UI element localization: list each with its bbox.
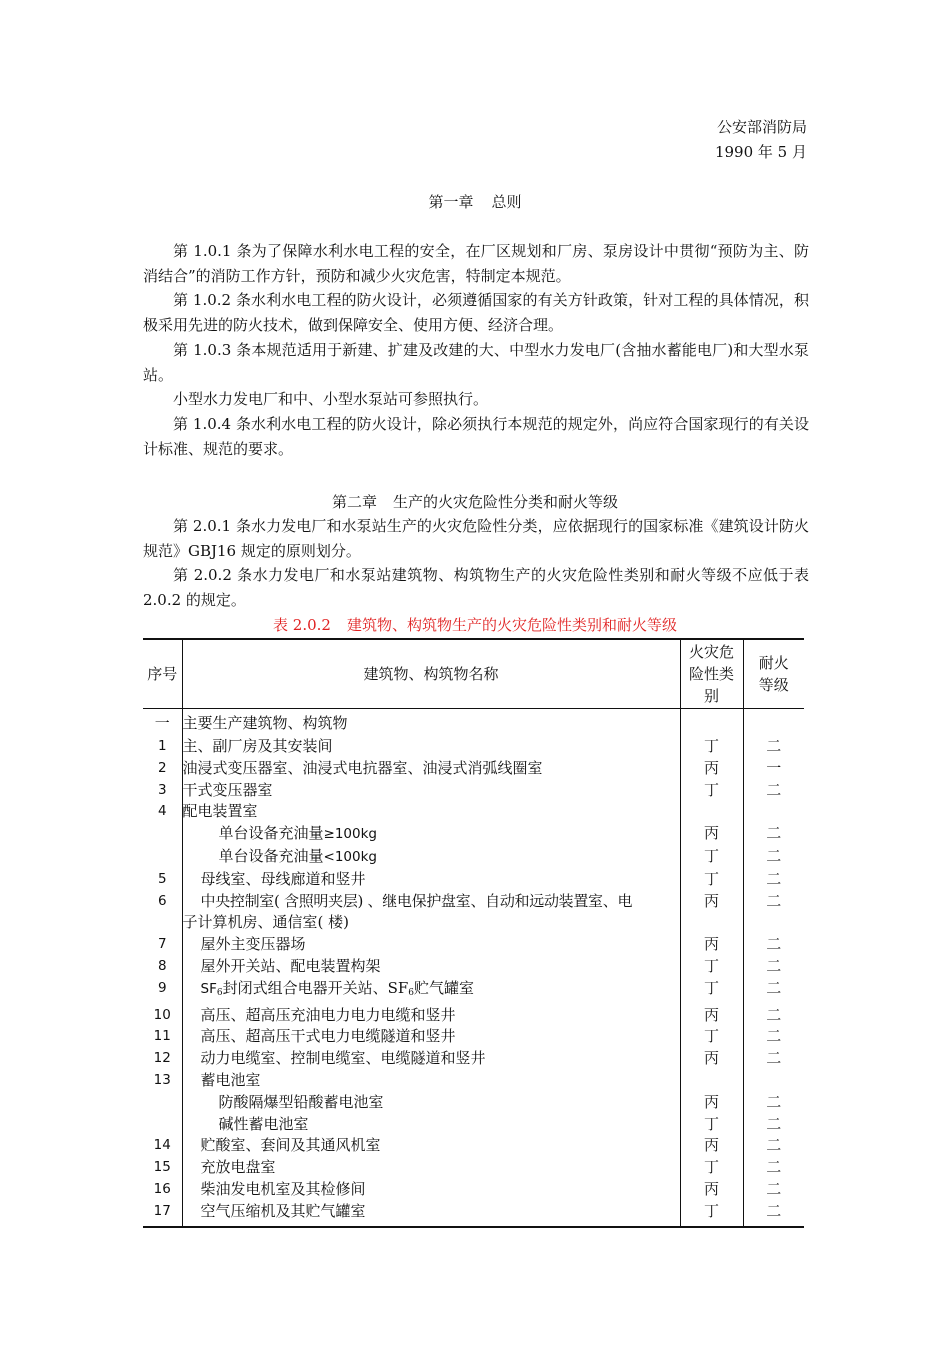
row-name: 动力电缆室、控制电缆室、电缆隧道和竖井 [182, 1048, 680, 1070]
row-name [182, 891, 680, 935]
row-category [680, 1070, 743, 1092]
article-1-0-4: 第 1.0.4 条水利水电工程的防火设计，除必须执行本规范的规定外，尚应符合国家现行的有关设计标准、规范的要求。 [143, 414, 809, 458]
row-no: 12 [153, 1050, 171, 1067]
table-row [143, 846, 804, 869]
row-no: 11 [153, 1028, 171, 1045]
row-name: 干式变压器室 [182, 780, 680, 802]
row-grade: 二 [743, 780, 804, 802]
article-1-0-3: 第 1.0.3 条本规范适用于新建、扩建及改建的大、中型水力发电厂(含抽水蓄能电厂)和大型水泵站。 [143, 340, 809, 384]
row-category: 丙 [680, 758, 743, 780]
row-name-line-2: 子计算机房、通信室( 楼) [182, 913, 349, 932]
table-row [143, 1092, 804, 1114]
row-category [680, 801, 743, 823]
table-row [143, 1026, 804, 1048]
table-row [143, 1114, 804, 1136]
table-row [143, 708, 804, 736]
row-no [143, 823, 182, 846]
table-caption-title: 建筑物、构筑物生产的火灾危险性类别和耐火等级 [346, 616, 677, 634]
table-row [143, 934, 804, 956]
row-category: 丙 [680, 1005, 743, 1027]
row-name: 主要生产建筑物、构筑物 [182, 708, 680, 736]
signature-org: 公安部消防局 [716, 118, 807, 136]
row-name-text: 封闭式组合电器开关站、SF [222, 978, 409, 997]
chapter-1-number: 第一章 [428, 193, 474, 211]
row-name-line-1: 中央控制室( 含照明夹层) 、继电保护盘室、自动和远动装置室、电 [200, 891, 633, 910]
table-row [143, 758, 804, 780]
header-no: 序号 [147, 664, 178, 683]
table-row [143, 736, 804, 758]
row-no: 2 [157, 759, 167, 776]
row-category: 丁 [680, 869, 743, 891]
row-name: 主、副厂房及其安装间 [182, 736, 680, 758]
row-category: 丙 [680, 1135, 743, 1157]
row-category: 丙 [680, 1179, 743, 1201]
row-name-threshold: <100kg [323, 848, 377, 865]
row-no: 10 [153, 1006, 171, 1023]
row-grade [743, 708, 804, 736]
row-name: 屋外主变压器场 [182, 934, 680, 956]
row-category [680, 708, 743, 736]
row-grade: 二 [743, 1179, 804, 1201]
header-name: 建筑物、构筑物名称 [182, 639, 680, 708]
row-grade: 二 [743, 869, 804, 891]
row-no: 13 [153, 1071, 171, 1088]
row-name-text: 单台设备充油量 [218, 824, 324, 843]
row-grade: 二 [743, 1092, 804, 1114]
row-category: 丙 [680, 891, 743, 935]
row-category: 丁 [680, 780, 743, 802]
row-name: 蓄电池室 [182, 1070, 680, 1092]
table-row [143, 1005, 804, 1027]
row-category: 丁 [680, 978, 743, 1005]
row-name: 防酸隔爆型铅酸蓄电池室 [182, 1092, 680, 1114]
row-no [143, 1114, 182, 1136]
row-category: 丁 [680, 956, 743, 978]
row-category: 丁 [680, 736, 743, 758]
table-caption [0, 614, 950, 636]
article-1-0-3-note: 小型水力发电厂和中、小型水泵站可参照执行。 [173, 390, 489, 409]
row-name: 贮酸室、套间及其通风机室 [182, 1135, 680, 1157]
row-name-threshold: ≥100kg [323, 826, 377, 843]
row-name-text: 贮气罐室 [414, 978, 475, 997]
row-grade [743, 1070, 804, 1092]
row-name: 高压、超高压充油电力电力电缆和竖井 [182, 1005, 680, 1027]
row-no: 4 [157, 803, 167, 820]
row-category: 丁 [680, 1157, 743, 1179]
row-no [143, 1092, 182, 1114]
table-row [143, 1135, 804, 1157]
row-grade: 二 [743, 823, 804, 846]
table-row [143, 891, 804, 935]
table-row [143, 978, 804, 1005]
row-grade: 二 [743, 1114, 804, 1136]
row-name [182, 978, 680, 1005]
row-grade: 二 [743, 1005, 804, 1027]
row-no: 9 [157, 979, 167, 996]
chapter-2-heading [0, 491, 950, 513]
row-grade: 二 [743, 978, 804, 1005]
row-grade: 二 [743, 956, 804, 978]
signature-block [715, 115, 807, 165]
row-grade: 一 [743, 758, 804, 780]
row-no: 17 [153, 1202, 171, 1219]
row-grade: 二 [743, 1157, 804, 1179]
row-grade: 二 [743, 934, 804, 956]
row-no: 7 [157, 936, 167, 953]
row-grade: 二 [743, 1201, 804, 1227]
table-row [143, 1201, 804, 1227]
row-grade: 二 [743, 736, 804, 758]
row-category: 丙 [680, 1048, 743, 1070]
row-category: 丙 [680, 934, 743, 956]
row-name [182, 823, 680, 846]
row-category: 丁 [680, 1026, 743, 1048]
article-2-0-2: 第 2.0.2 条水力发电厂和水泵站建筑物、构筑物生产的火灾危险性类别和耐火等级不应低于表 2.0.2 的规定。 [143, 566, 809, 610]
row-no: 一 [154, 713, 170, 732]
row-no: 5 [157, 870, 167, 887]
row-name: 柴油发电机室及其检修间 [182, 1179, 680, 1201]
row-name: 空气压缩机及其贮气罐室 [182, 1201, 680, 1227]
row-name-subscript: 6 [216, 987, 223, 998]
chapter-1-body [143, 239, 809, 461]
table-row [143, 1048, 804, 1070]
row-category: 丙 [680, 1092, 743, 1114]
header-grade: 耐火等级 [743, 639, 804, 708]
table-caption-number: 表 2.0.2 [273, 616, 331, 634]
table-row [143, 869, 804, 891]
signature-date: 1990 年 5 月 [714, 143, 807, 161]
row-no: 16 [153, 1180, 171, 1197]
table-row [143, 1157, 804, 1179]
row-grade: 二 [743, 1135, 804, 1157]
table-row [143, 801, 804, 823]
row-no: 8 [157, 957, 167, 974]
row-name-sf: SF [200, 980, 217, 997]
row-name: 母线室、母线廊道和竖井 [182, 869, 680, 891]
row-name: 碱性蓄电池室 [182, 1114, 680, 1136]
row-no [143, 846, 182, 869]
table-row [143, 1070, 804, 1092]
article-2-0-1: 第 2.0.1 条水力发电厂和水泵站生产的火灾危险性分类，应依据现行的国家标准《建筑设计防火规范》GBJ16 规定的原则划分。 [143, 517, 809, 560]
row-no: 1 [157, 738, 167, 754]
row-category: 丁 [680, 846, 743, 869]
row-name: 油浸式变压器室、油浸式电抗器室、油浸式消弧线圈室 [182, 758, 680, 780]
row-grade: 二 [743, 846, 804, 869]
table-row [143, 823, 804, 846]
chapter-2-body [143, 514, 809, 613]
row-no: 3 [157, 781, 167, 798]
table-row [143, 956, 804, 978]
row-name: 充放电盘室 [182, 1157, 680, 1179]
row-name: 高压、超高压干式电力电缆隧道和竖井 [182, 1026, 680, 1048]
row-no: 6 [157, 892, 167, 909]
row-category: 丙 [680, 823, 743, 846]
row-no: 15 [153, 1159, 171, 1176]
row-name [182, 846, 680, 869]
row-name: 配电装置室 [182, 801, 680, 823]
row-grade: 二 [743, 891, 804, 935]
article-1-0-2: 第 1.0.2 条水利水电工程的防火设计，必须遵循国家的有关方针政策，针对工程的具体情况，积极采用先进的防火技术，做到保障安全、使用方便、经济合理。 [143, 291, 809, 335]
fire-hazard-table [143, 638, 804, 1228]
row-category: 丁 [680, 1201, 743, 1227]
chapter-1-title: 总则 [491, 193, 522, 211]
header-category: 火灾危险性类别 [680, 639, 743, 708]
row-name: 屋外开关站、配电装置构架 [182, 956, 680, 978]
chapter-1-heading [0, 191, 950, 213]
table-header-row [143, 639, 804, 708]
chapter-2-number: 第二章 [331, 493, 377, 511]
article-1-0-1: 第 1.0.1 条为了保障水利水电工程的安全，在厂区规划和厂房、泵房设计中贯彻“预防为主、防消结合”的消防工作方针，预防和减少火灾危害，特制定本规范。 [143, 242, 809, 285]
row-name-text: 单台设备充油量 [218, 846, 324, 865]
row-category: 丁 [680, 1114, 743, 1136]
table-row [143, 1179, 804, 1201]
row-grade [743, 801, 804, 823]
table-row [143, 780, 804, 802]
chapter-2-title: 生产的火灾危险性分类和耐火等级 [393, 493, 619, 511]
row-grade: 二 [743, 1026, 804, 1048]
row-no: 14 [153, 1137, 171, 1154]
row-name-subscript: 6 [408, 987, 414, 998]
row-grade: 二 [743, 1048, 804, 1070]
